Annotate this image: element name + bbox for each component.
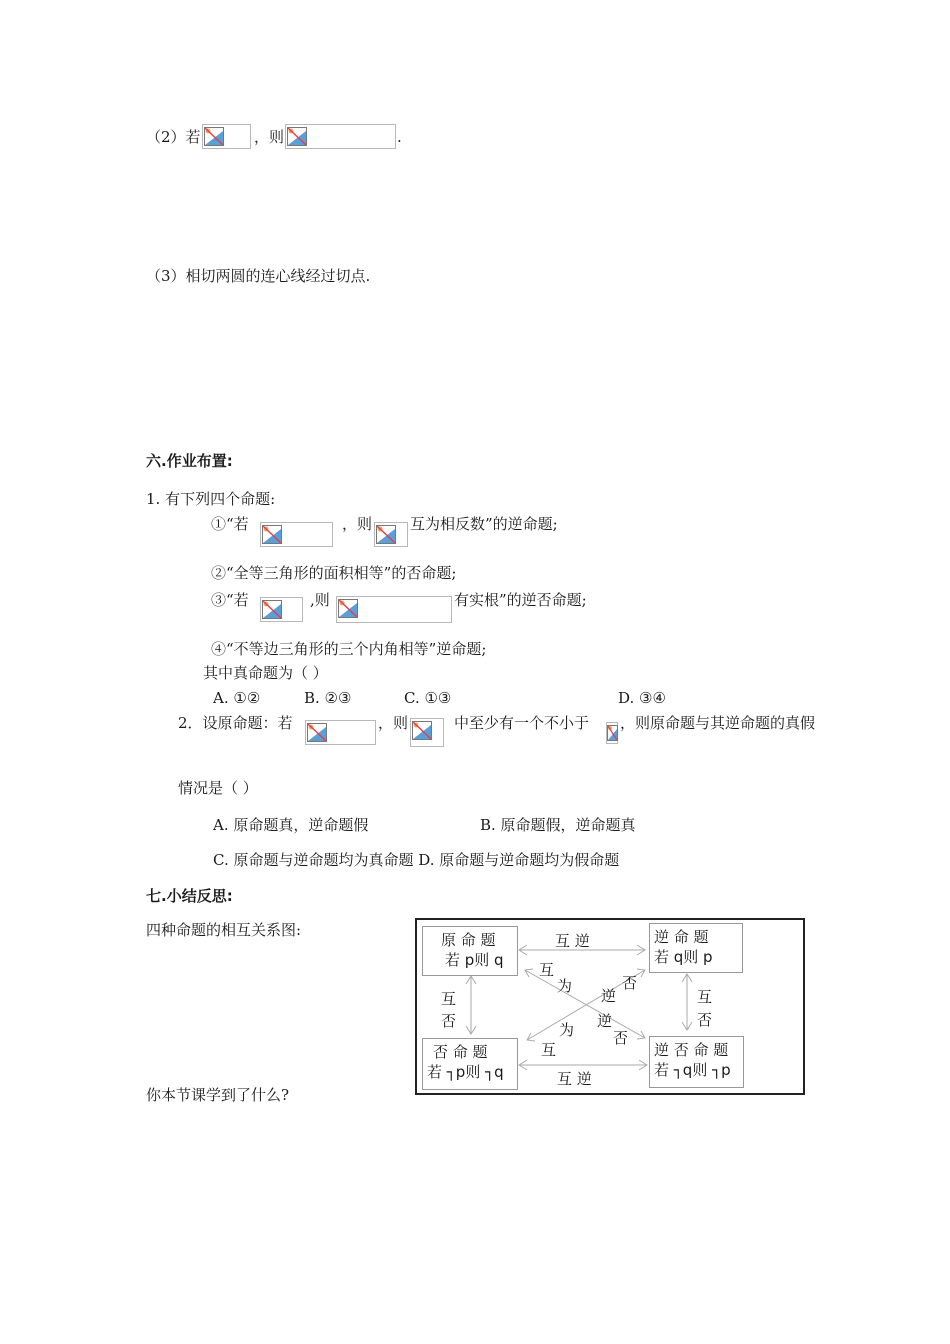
section6-heading: 六.作业布置: — [146, 452, 233, 470]
label-diag2-wei: 为 — [559, 1021, 575, 1039]
proposition-relation-diagram — [415, 918, 805, 1095]
image-placeholder-icon — [338, 599, 358, 618]
label-diag1-ni: 逆 — [601, 987, 617, 1005]
q2-choice-a: A. 原命题真，逆命题假 — [213, 816, 369, 834]
image-placeholder-icon — [262, 525, 282, 544]
box-inverse-proposition — [422, 1038, 518, 1090]
formula-image — [305, 720, 376, 745]
q1-intro: 1. 有下列四个命题: — [146, 490, 276, 508]
q1-choice-b: B. ②③ — [304, 689, 352, 707]
box-contrapositive-proposition — [649, 1036, 744, 1088]
box-inverse-title: 否 命 题 — [433, 1043, 488, 1061]
q1-opt3-suffix: 有实根”的逆否命题; — [454, 591, 587, 609]
q1-choice-d: D. ③④ — [618, 689, 666, 707]
box-original-sub: 若 p则 q — [445, 951, 504, 969]
formula-image — [285, 124, 396, 149]
label-bottom-converse: 互 逆 — [557, 1070, 592, 1088]
q1-choice-c: C. ①③ — [404, 689, 452, 707]
box-converse-sub: 若 q则 p — [654, 948, 713, 966]
item2-end: . — [397, 128, 402, 146]
q1-choice-a: A. ①② — [213, 689, 261, 707]
formula-image — [606, 722, 618, 744]
diagram-intro: 四种命题的相互关系图: — [146, 921, 302, 939]
summary-question: 你本节课学到了什么? — [146, 1086, 290, 1104]
q1-opt3-mid: ,则 — [310, 591, 330, 609]
formula-image — [336, 596, 452, 623]
q2-line2: 情况是（ ） — [178, 779, 258, 797]
box-original-proposition — [422, 926, 518, 976]
box-converse-title: 逆 命 题 — [654, 928, 709, 946]
box-converse-proposition — [649, 923, 743, 973]
formula-image — [202, 124, 251, 149]
formula-image — [410, 718, 444, 747]
q2-mid2: 中至少有一个不小于 — [454, 714, 590, 732]
item2-mid: ，则 — [254, 128, 285, 146]
label-diag1-wei: 为 — [557, 977, 573, 995]
image-placeholder-icon — [307, 723, 327, 742]
formula-image — [260, 597, 303, 622]
formula-image — [260, 522, 333, 547]
image-placeholder-icon — [376, 525, 396, 544]
q1-opt1-prefix: ①“若 — [211, 515, 249, 533]
label-diag2-fou: 否 — [613, 1029, 629, 1047]
image-placeholder-icon — [607, 725, 618, 741]
q1-question: 其中真命题为（ ） — [203, 664, 328, 682]
box-original-title: 原 命 题 — [441, 931, 496, 949]
label-diag2-hu: 互 — [541, 1041, 557, 1059]
item2-prefix: （2）若 — [146, 128, 201, 146]
q2-choice-b: B. 原命题假，逆命题真 — [480, 816, 636, 834]
q2-choice-c: C. 原命题与逆命题均为真命题 D. 原命题与逆命题均为假命题 — [213, 851, 620, 869]
box-contra-title: 逆 否 命 题 — [654, 1041, 729, 1059]
label-left-hu: 互 — [441, 990, 457, 1008]
formula-image — [374, 522, 408, 547]
q1-opt1-suffix: 互为相反数”的逆命题; — [410, 515, 558, 533]
label-diag1-fou: 否 — [622, 974, 638, 992]
q2-suffix: ，则原命题与其逆命题的真假 — [620, 714, 816, 732]
q1-opt2: ②“全等三角形的面积相等”的否命题; — [211, 564, 457, 582]
q1-opt3-prefix: ③“若 — [211, 591, 249, 609]
q2-mid: ，则 — [378, 714, 409, 732]
label-top-converse: 互 逆 — [555, 932, 590, 950]
q1-opt4: ④“不等边三角形的三个内角相等”逆命题; — [211, 640, 487, 658]
box-inverse-sub: 若 ┐p则 ┐q — [427, 1063, 504, 1081]
q2-prefix: 2．设原命题：若 — [178, 714, 293, 732]
section7-heading: 七.小结反思: — [146, 887, 233, 905]
image-placeholder-icon — [262, 600, 282, 619]
image-placeholder-icon — [412, 721, 432, 740]
image-placeholder-icon — [204, 127, 224, 146]
q1-opt1-mid: ，则 — [342, 515, 373, 533]
label-diag1-hu: 互 — [539, 961, 555, 979]
label-left-fou: 否 — [441, 1012, 457, 1030]
label-diag2-ni: 逆 — [597, 1012, 613, 1030]
image-placeholder-icon — [287, 127, 307, 146]
label-right-fou: 否 — [697, 1011, 713, 1029]
label-right-hu: 互 — [697, 988, 713, 1006]
box-contra-sub: 若 ┐q则 ┐p — [654, 1061, 731, 1079]
item3: （3）相切两圆的连心线经过切点. — [146, 267, 371, 285]
